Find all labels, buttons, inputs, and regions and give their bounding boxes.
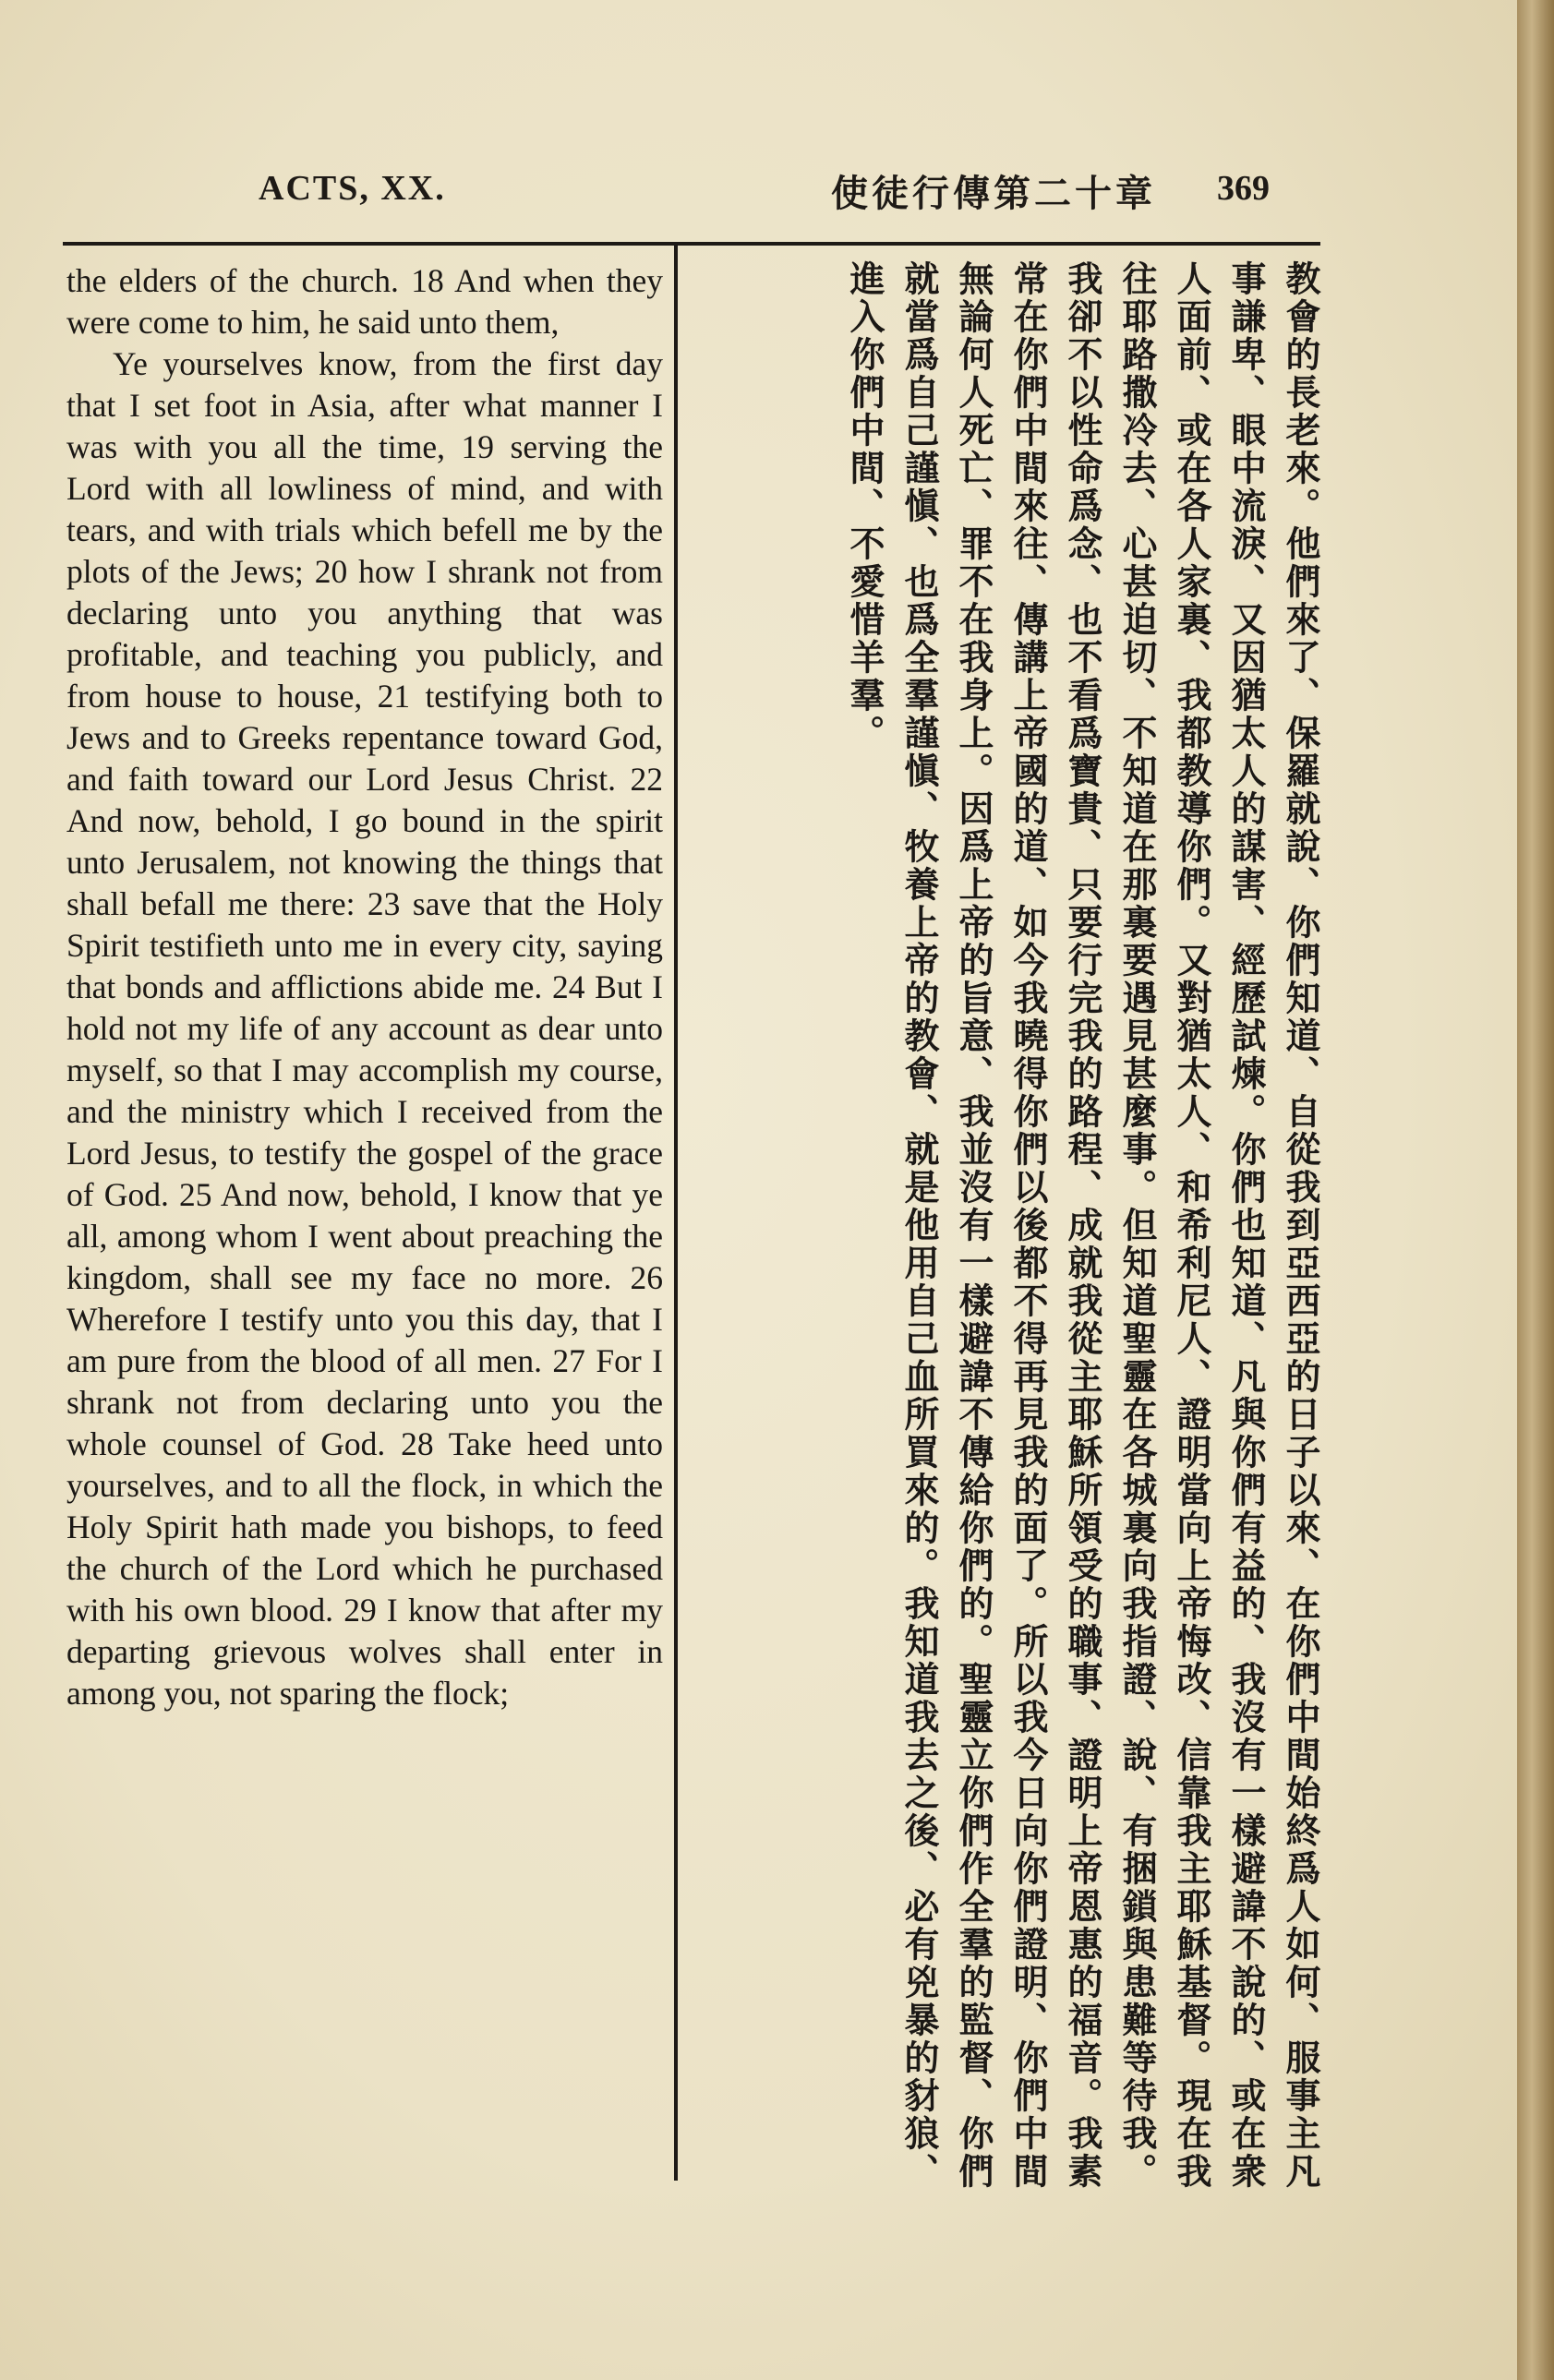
header-rule [63, 242, 1320, 246]
header-center-title: 使徒行傳第二十章 [831, 172, 1156, 215]
english-column [66, 260, 663, 2199]
running-header [65, 157, 1311, 231]
page-edge [1517, 0, 1554, 2380]
column-divider [674, 242, 678, 2181]
english-paragraph-1: the elders of the church. 18 And when they were come to him, he said unto them, [66, 262, 663, 341]
page-number: 369 [1217, 169, 1270, 208]
english-paragraph-2: Ye yourselves know, from the first day that I set foot in Asia, after what manner I was with you all the time, 19 serving the Lord with all lowliness of mind, and with tears, and with trials which befell me by the plots of the Jews; 20 how I shrank not from declaring unto you anything that was profitable, and teaching you publicly, and from house to house, 21 testifying both to Jews and to Greeks repentance toward God, and faith toward our Lord Jesus Christ. 22 And now, behold, I go bound in the spirit unto Jerusalem, not knowing the things that shall befall me there: 23 save that the Holy Spirit testifieth unto me in every city, saying that bonds and afflictions abide me. 24 But I hold not my life of any account as dear unto myself, so that I may accomplish my course, and the ministry which I received from the Lord Jesus, to testify the gospel of the grace of God. 25 And now, behold, I know that ye all, among whom I went about preaching the kingdom, shall see my face no more. 26 Wherefore I testify unto you this day, that I am pure from the blood of all men. 27 For I shrank not from declaring unto you the whole counsel of God. 28 Take heed unto yourselves, and to all the flock, in which the Holy Spirit hath made you bishops, to feed the church of the Lord which he purchased with his own blood. 29 I know that after my departing grievous wolves shall enter in among you, not sparing the flock; [66, 345, 663, 1712]
chinese-column [691, 260, 1328, 2199]
chinese-text: 教會的長老來。他們來了、保羅就說、你們知道、自從我到亞西亞的日子以來、在你們中間始終爲人如何、服事主凡事謙卑、眼中流淚、又因猶太人的謀害、經歷試煉。你們也知道、凡與你們有益的、我沒有一樣避諱不說的、或在衆人面前、或在各人家裏、我都教導你們。又對猶太人、和希利尼人、證明當向上帝悔改、信靠我主耶穌基督。現在我往耶路撒冷去、心甚迫切、不知道在那裏要遇見甚麼事。但知道聖靈在各城裏向我指證、說、有捆鎖與患難等待我。我卻不以性命爲念、也不看爲寶貴、只要行完我的路程、成就我從主耶穌所領受的職事、證明上帝恩惠的福音。我素常在你們中間來往、傳講上帝國的道、如今我曉得你們以後都不得再見我的面了。所以我今日向你們證明、你們中間無論何人死亡、罪不在我身上。因爲上帝的旨意、我並沒有一樣避諱不傳給你們的。聖靈立你們作全羣的監督、你們就當爲自己謹愼、也爲全羣謹愼、牧養上帝的教會、就是他用自己血所買來的。我知道我去之後、必有兇暴的豺狼、進入你們中間、不愛惜羊羣。 [844, 260, 1321, 2191]
header-left-title: ACTS, XX. [259, 169, 446, 208]
